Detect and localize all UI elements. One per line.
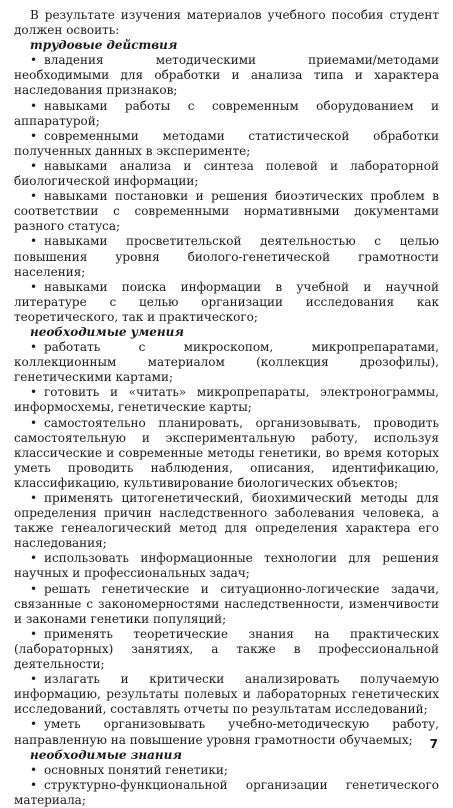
bullet-icon: • xyxy=(30,385,38,400)
bullet-icon: • xyxy=(30,551,38,566)
list-item: • уметь организовывать учебно-методическую работу, направленную на повышение уровня грамотности обучаемых; xyxy=(14,717,439,747)
list-item: • навыками работы с современным оборудованием и аппаратурой; xyxy=(14,98,439,128)
bullet-icon: • xyxy=(30,415,38,430)
list-item: • навыками анализа и синтеза полевой и лабораторной биологической информации; xyxy=(14,158,439,189)
page-body xyxy=(14,8,439,808)
bullet-icon: • xyxy=(30,717,38,732)
bullet-icon: • xyxy=(30,234,38,249)
section-heading-required-knowledge: необходимые знания xyxy=(30,747,182,762)
list-item: • навыками поиска информации в учебной и научной литературе с целью организации исследования как теоретического, так и практического; xyxy=(14,279,439,324)
list-item: • современными методами статистической обработки полученных данных в эксперименте; xyxy=(14,128,439,158)
list-item: • структурно-функциональной организации генетического материала; xyxy=(14,777,439,807)
bullet-icon: • xyxy=(30,777,38,792)
list-item: • навыками постановки и решения биоэтических проблем в соответствии с современными нормативными документами разного статуса; xyxy=(14,189,439,234)
list-required-knowledge xyxy=(14,763,439,808)
bullet-icon: • xyxy=(30,340,38,355)
list-item: • применять цитогенетический, биохимический методы для определения причин наследственного заболевания человека, а также генеалогический метод для определения характера его наследования; xyxy=(14,491,439,551)
list-item: • навыками просветительской деятельностью с целью повышения уровня биолого-генетической грамотности населения; xyxy=(14,234,439,279)
bullet-icon: • xyxy=(30,581,38,596)
bullet-icon: • xyxy=(30,491,38,505)
intro-paragraph: В результате изучения материалов учебного пособия студент должен освоить: xyxy=(14,8,439,38)
list-required-skills xyxy=(14,340,439,748)
list-item: • работать с микроскопом, микропрепаратами, коллекционным материалом (коллекция дрозофилы), генетическими картами; xyxy=(14,340,439,385)
bullet-icon: • xyxy=(30,762,38,777)
section-heading-required-skills: необходимые умения xyxy=(30,324,184,339)
list-item: • готовить и «читать» микропрепараты, электронограммы, информосхемы, генетические карты; xyxy=(14,385,439,415)
bullet-icon: • xyxy=(30,158,38,173)
bullet-icon: • xyxy=(30,128,38,143)
page-number: 7 xyxy=(429,737,438,751)
section-heading-labor-actions: трудовые действия xyxy=(30,38,178,53)
list-item: • использовать информационные технологии для решения научных и профессиональных задач; xyxy=(14,551,439,581)
list-item: • самостоятельно планировать, организовывать, проводить самостоятельную и экспериментальную работу, используя классические и современные методы генетики, во время которых уметь проводить наблюдения, описания, идентификацию, классификацию, культивирование биологических объектов; xyxy=(14,415,439,490)
list-item: • основных понятий генетики; xyxy=(30,762,228,777)
list-item: • решать генетические и ситуационно-логические задачи, связанные с закономерностями наследственности, изменчивости и законами генетики популяций; xyxy=(14,581,439,626)
bullet-icon: • xyxy=(30,98,38,113)
list-item: • применять теоретические знания на практических (лабораторных) занятиях, а также в профессиональной деятельности; xyxy=(14,626,439,672)
bullet-icon: • xyxy=(30,672,38,687)
list-labor-actions xyxy=(14,53,439,325)
list-item: • владения методическими приемами/методами необходимыми для обработки и анализа типа и характера наследования признаков; xyxy=(14,53,439,98)
list-item: • излагать и критически анализировать получаемую информацию, результаты полевых и лабораторных генетических исследований, составлять отчеты по результатам исследований; xyxy=(14,672,439,717)
bullet-icon: • xyxy=(30,626,38,641)
bullet-icon: • xyxy=(30,53,38,68)
bullet-icon: • xyxy=(30,189,38,204)
bullet-icon: • xyxy=(30,279,38,294)
